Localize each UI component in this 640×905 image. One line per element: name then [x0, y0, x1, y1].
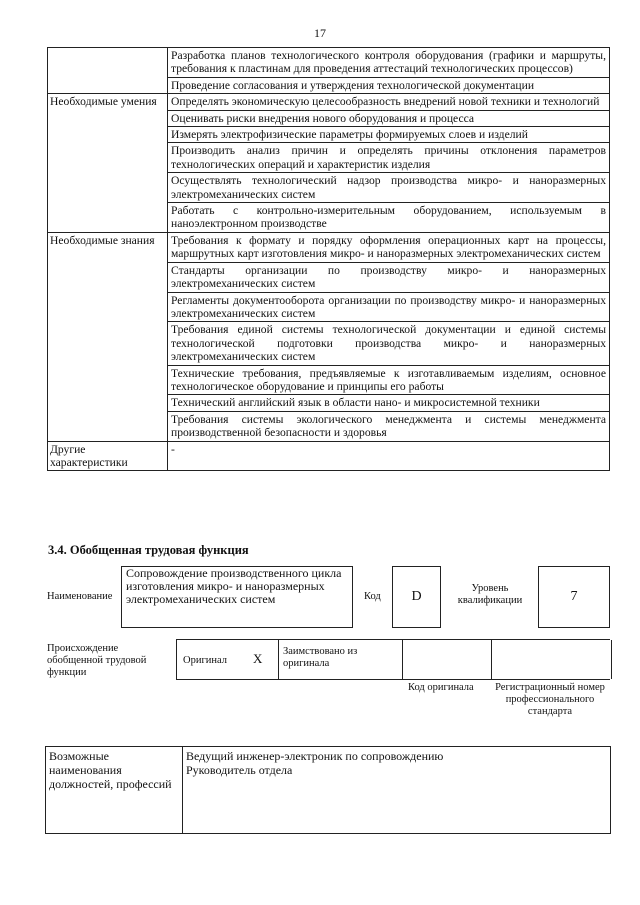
code-original-cell	[402, 640, 492, 679]
positions-label: Возможные наименования должностей, профессий	[46, 747, 183, 834]
position-item: Ведущий инженер-электроник по сопровождению	[186, 749, 444, 763]
origin-label: Происхождение обобщенной трудовой функции	[47, 643, 147, 678]
code-original-caption: Код оригинала	[408, 682, 474, 693]
name-label: Наименование	[47, 591, 113, 602]
original-mark: X	[253, 651, 263, 666]
section-title: 3.4. Обобщенная трудовая функция	[48, 543, 249, 557]
positions-table	[45, 746, 611, 834]
row-item: Производить анализ причин и определять причины отклонения параметров технологических операций и характеристик изделия	[168, 143, 610, 173]
competency-table	[47, 47, 610, 471]
function-name-box: Сопровождение производственного цикла изготовления микро- и наноразмерных электромеханических систем	[121, 566, 353, 628]
row-item: Стандарты организации по производству микро- и наноразмерных электромеханических систем	[168, 262, 610, 292]
reg-number-caption: Регистрационный номер профессионального стандарта	[495, 682, 605, 717]
borrowed-cell	[278, 640, 403, 679]
original-cell	[176, 640, 279, 679]
table-row	[48, 94, 610, 110]
borrowed-label: Заимствовано из оригинала	[283, 646, 358, 669]
level-label: Уровень квалификации	[457, 583, 523, 606]
row-item: Определять экономическую целесообразность внедрений новой техники и технологий	[168, 94, 610, 110]
page-number: 17	[314, 26, 326, 40]
reg-number-cell	[491, 640, 612, 679]
code-label: Код	[364, 591, 381, 602]
row-item: Работать с контрольно-измерительным оборудованием, используемым в наноэлектронном производстве	[168, 203, 610, 233]
row-item: Требования к формату и порядку оформления операционных карт на процессы, маршрутных карт изготовления микро- и наноразмерных электромеханических систем	[168, 232, 610, 262]
table-row	[48, 48, 610, 78]
row-item: Оценивать риски внедрения нового оборудования и процесса	[168, 110, 610, 126]
row-category: Другие характеристики	[48, 441, 168, 471]
position-item: Руководитель отдела	[186, 763, 293, 777]
row-item: Разработка планов технологического контроля оборудования (графики и маршруты, требования к пластинам для проведения аттестаций технологических процессов)	[168, 48, 610, 78]
table-row	[48, 441, 610, 471]
positions-values	[183, 747, 611, 834]
row-item: Регламенты документооборота организации по производству микро- и наноразмерных электромеханических систем	[168, 292, 610, 322]
origin-row	[176, 639, 610, 680]
qualification-level-box: 7	[538, 566, 610, 628]
row-item: Технические требования, предъявляемые к изготавливаемым изделиям, основное технологическое оборудование и принципы его работы	[168, 365, 610, 395]
row-category: Необходимые умения	[48, 94, 168, 233]
row-item: Требования единой системы технологической документации и единой системы технологической подготовки производства микро- и наноразмерных электромеханических систем	[168, 322, 610, 365]
original-label: Оригинал	[183, 655, 227, 666]
row-category	[48, 48, 168, 94]
row-item: Технический английский язык в области нано- и микросистемной техники	[168, 395, 610, 411]
row-item: Измерять электрофизические параметры формируемых слоев и изделий	[168, 127, 610, 143]
row-item: Осуществлять технологический надзор производства микро- и наноразмерных электромеханических систем	[168, 173, 610, 203]
row-item: Проведение согласования и утверждения технологической документации	[168, 77, 610, 93]
function-code-box: D	[392, 566, 441, 628]
row-category: Необходимые знания	[48, 232, 168, 441]
table-row	[48, 232, 610, 262]
row-item: -	[168, 441, 610, 471]
row-item: Требования системы экологического менеджмента и системы менеджмента производственной безопасности и здоровья	[168, 411, 610, 441]
